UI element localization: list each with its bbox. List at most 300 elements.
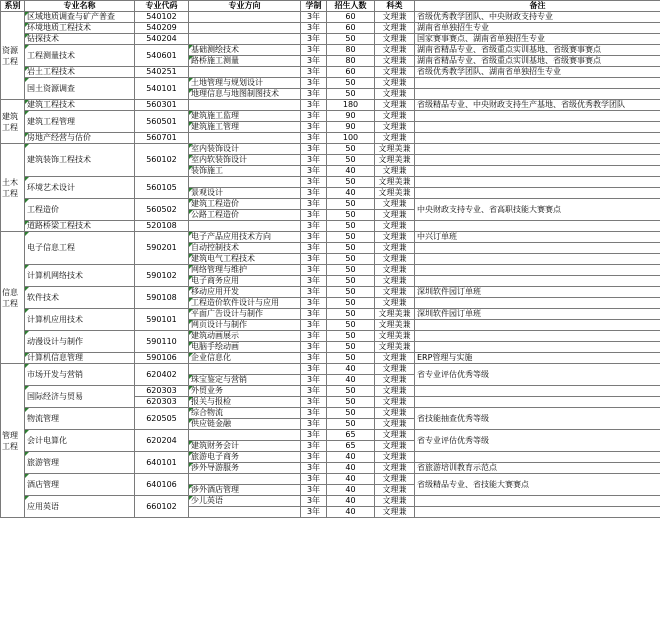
cell-subject: 文理美兼 [375,177,415,188]
cell-note: 省旅游培训教育示范点 [415,463,660,474]
cell-note [415,122,660,133]
cell-direction: 供应链金融 [189,419,301,430]
cell-major: 工程测量技术 [25,45,135,67]
table-row [1,474,660,485]
cell-major: 房地产经营与估价 [25,133,135,144]
cell-years: 3年 [301,23,327,34]
table-row [1,111,660,122]
cell-code: 620303 [135,386,189,397]
cell-subject: 文理兼 [375,463,415,474]
cell-direction: 建筑工程造价 [189,199,301,210]
table-row [1,177,660,188]
cell-years: 3年 [301,474,327,485]
cell-quota: 50 [327,309,375,320]
cell-years: 3年 [301,287,327,298]
cell-quota: 60 [327,12,375,23]
table-row [1,100,660,111]
cell-years: 3年 [301,364,327,375]
cell-note [415,452,660,463]
header-direction: 专业方向 [189,1,301,12]
cell-direction: 平面广告设计与制作 [189,309,301,320]
cell-quota: 60 [327,67,375,78]
cell-subject: 文理兼 [375,199,415,210]
cell-direction: 电子商务应用 [189,276,301,287]
table-row [1,496,660,507]
cell-note [415,254,660,265]
cell-quota: 50 [327,386,375,397]
cell-years: 3年 [301,12,327,23]
cell-years: 3年 [301,353,327,364]
table-row [1,67,660,78]
cell-note [415,276,660,287]
table-row [1,309,660,320]
cell-quota: 40 [327,364,375,375]
cell-years: 3年 [301,67,327,78]
cell-quota: 90 [327,122,375,133]
table-row [1,386,660,397]
table-row [1,232,660,243]
cell-code: 560102 [135,144,189,177]
cell-direction [189,221,301,232]
cell-years: 3年 [301,419,327,430]
cell-years: 3年 [301,386,327,397]
cell-note [415,221,660,232]
cell-code: 620505 [135,408,189,430]
header-major: 专业名称 [25,1,135,12]
cell-note [415,78,660,89]
cell-subject: 文理兼 [375,364,415,375]
cell-major: 计算机信息管理 [25,353,135,364]
cell-years: 3年 [301,221,327,232]
cell-subject: 文理兼 [375,122,415,133]
cell-years: 3年 [301,320,327,331]
cell-major: 道路桥梁工程技术 [25,221,135,232]
cell-direction [189,23,301,34]
cell-quota: 65 [327,430,375,441]
cell-years: 3年 [301,144,327,155]
cell-major: 计算机网络技术 [25,265,135,287]
cell-dept: 土木工程 [1,144,25,232]
cell-years: 3年 [301,111,327,122]
cell-code: 560105 [135,177,189,199]
header-subject: 科类 [375,1,415,12]
table-row [1,287,660,298]
cell-direction [189,133,301,144]
cell-note [415,177,660,188]
cell-note: 湖南省单独招生专业 [415,23,660,34]
cell-quota: 50 [327,155,375,166]
cell-direction: 综合物流 [189,408,301,419]
cell-years: 3年 [301,375,327,386]
cell-years: 3年 [301,232,327,243]
table-row [1,408,660,419]
cell-direction: 公路工程造价 [189,210,301,221]
cell-note [415,166,660,177]
cell-quota: 40 [327,188,375,199]
cell-quota: 40 [327,452,375,463]
table-row [1,12,660,23]
cell-years: 3年 [301,309,327,320]
cell-subject: 文理兼 [375,100,415,111]
cell-direction [189,67,301,78]
cell-years: 3年 [301,265,327,276]
cell-subject: 文理兼 [375,210,415,221]
cell-quota: 50 [327,342,375,353]
cell-note [415,243,660,254]
cell-direction: 企业信息化 [189,353,301,364]
cell-years: 3年 [301,34,327,45]
cell-subject: 文理兼 [375,232,415,243]
cell-quota: 50 [327,199,375,210]
cell-direction: 建筑动画展示 [189,331,301,342]
cell-subject: 文理兼 [375,254,415,265]
cell-note [415,331,660,342]
cell-code: 540102 [135,12,189,23]
cell-dept: 资源工程 [1,12,25,100]
cell-years: 3年 [301,452,327,463]
header-dept: 系别 [1,1,25,12]
cell-years: 3年 [301,254,327,265]
cell-direction: 珠宝鉴定与营销 [189,375,301,386]
cell-code: 590102 [135,265,189,287]
cell-years: 3年 [301,155,327,166]
cell-note [415,144,660,155]
cell-note: 省级优秀教学团队、湖南省单独招生专业 [415,67,660,78]
cell-code: 590106 [135,353,189,364]
cell-quota: 40 [327,166,375,177]
cell-quota: 50 [327,232,375,243]
cell-quota: 50 [327,221,375,232]
cell-note: 省级优秀教学团队、中央财政支持专业 [415,12,660,23]
cell-major: 建筑工程管理 [25,111,135,133]
cell-subject: 文理兼 [375,78,415,89]
cell-major: 工程造价 [25,199,135,221]
cell-direction: 建筑电气工程技术 [189,254,301,265]
cell-subject: 文理兼 [375,419,415,430]
cell-subject: 文理兼 [375,133,415,144]
table-row [1,331,660,342]
cell-note: 省专业评估优秀等级 [415,364,660,386]
cell-direction: 旅游电子商务 [189,452,301,463]
cell-major: 建筑装饰工程技术 [25,144,135,177]
cell-major: 酒店管理 [25,474,135,496]
cell-direction: 外贸业务 [189,386,301,397]
cell-dept: 建筑工程 [1,100,25,144]
cell-direction: 基础测绘技术 [189,45,301,56]
cell-years: 3年 [301,100,327,111]
cell-direction: 网页设计与制作 [189,320,301,331]
cell-quota: 50 [327,265,375,276]
cell-note: 省级精品专业、中央财政支持生产基地、省级优秀教学团队 [415,100,660,111]
cell-subject: 文理兼 [375,287,415,298]
header-note: 备注 [415,1,660,12]
cell-years: 3年 [301,276,327,287]
cell-quota: 50 [327,287,375,298]
cell-years: 3年 [301,485,327,496]
cell-major: 软件技术 [25,287,135,309]
cell-direction: 工程造价软件设计与应用 [189,298,301,309]
cell-subject: 文理兼 [375,111,415,122]
cell-subject: 文理兼 [375,56,415,67]
cell-quota: 50 [327,298,375,309]
cell-code: 540251 [135,67,189,78]
cell-years: 3年 [301,331,327,342]
header-quota: 招生人数 [327,1,375,12]
cell-years: 3年 [301,133,327,144]
cell-direction [189,177,301,188]
cell-code: 620303 [135,397,189,408]
cell-years: 3年 [301,89,327,100]
cell-direction: 室内装饰设计 [189,144,301,155]
cell-quota: 50 [327,34,375,45]
cell-years: 3年 [301,342,327,353]
cell-years: 3年 [301,298,327,309]
cell-note [415,496,660,507]
cell-code: 520108 [135,221,189,232]
cell-subject: 文理兼 [375,397,415,408]
cell-major: 计算机应用技术 [25,309,135,331]
cell-subject: 文理兼 [375,34,415,45]
header-code: 专业代码 [135,1,189,12]
cell-quota: 40 [327,485,375,496]
cell-direction [189,430,301,441]
table-row [1,221,660,232]
cell-subject: 文理兼 [375,67,415,78]
cell-direction: 涉外导游服务 [189,463,301,474]
cell-note: 湖南省精品专业、省级重点实训基地、省级赛事赛点 [415,45,660,56]
table-row [1,364,660,375]
cell-quota: 80 [327,45,375,56]
cell-major: 环境艺术设计 [25,177,135,199]
cell-quota: 50 [327,320,375,331]
table-row [1,78,660,89]
cell-code: 590201 [135,232,189,265]
cell-code: 540209 [135,23,189,34]
table-row [1,452,660,463]
cell-years: 3年 [301,441,327,452]
cell-years: 3年 [301,56,327,67]
cell-subject: 文理兼 [375,265,415,276]
cell-years: 3年 [301,78,327,89]
table-row [1,45,660,56]
cell-code: 660102 [135,496,189,518]
cell-years: 3年 [301,243,327,254]
cell-major: 旅游管理 [25,452,135,474]
cell-code: 590101 [135,309,189,331]
cell-direction: 建筑施工监理 [189,111,301,122]
cell-subject: 文理兼 [375,386,415,397]
cell-years: 3年 [301,188,327,199]
cell-years: 3年 [301,496,327,507]
cell-direction: 网络管理与维护 [189,265,301,276]
cell-major: 会计电算化 [25,430,135,452]
cell-quota: 50 [327,353,375,364]
cell-quota: 50 [327,210,375,221]
cell-direction: 电脑手绘动画 [189,342,301,353]
cell-note: 省级精品专业、省技能大赛赛点 [415,474,660,496]
cell-note [415,386,660,397]
cell-note [415,133,660,144]
cell-subject: 文理兼 [375,375,415,386]
cell-direction: 电子产品应用技术方向 [189,232,301,243]
table-row [1,144,660,155]
cell-subject: 文理美兼 [375,331,415,342]
cell-direction: 装饰施工 [189,166,301,177]
cell-direction [189,100,301,111]
cell-years: 3年 [301,210,327,221]
cell-subject: 文理兼 [375,507,415,518]
cell-quota: 50 [327,254,375,265]
table-row [1,353,660,364]
cell-note: 省技能抽查优秀等级 [415,408,660,430]
cell-years: 3年 [301,430,327,441]
cell-note [415,89,660,100]
cell-note: 中兴订单班 [415,232,660,243]
cell-code: 560501 [135,111,189,133]
cell-years: 3年 [301,408,327,419]
cell-subject: 文理美兼 [375,155,415,166]
cell-quota: 100 [327,133,375,144]
cell-years: 3年 [301,199,327,210]
cell-note: 深圳软件园订单班 [415,309,660,320]
cell-code: 620402 [135,364,189,386]
cell-direction: 土地管理与规划设计 [189,78,301,89]
cell-subject: 文理兼 [375,485,415,496]
cell-subject: 文理兼 [375,430,415,441]
cell-code: 590110 [135,331,189,353]
cell-code: 540601 [135,45,189,67]
cell-note [415,155,660,166]
table-row [1,430,660,441]
cell-direction: 室内软装饰设计 [189,155,301,166]
cell-direction [189,34,301,45]
cell-quota: 50 [327,144,375,155]
cell-major: 建筑工程技术 [25,100,135,111]
cell-code: 620204 [135,430,189,452]
cell-code: 560301 [135,100,189,111]
table-row [1,133,660,144]
cell-subject: 文理兼 [375,441,415,452]
cell-subject: 文理兼 [375,276,415,287]
cell-note [415,265,660,276]
table-body [1,12,660,518]
cell-direction: 路桥施工测量 [189,56,301,67]
cell-subject: 文理兼 [375,166,415,177]
cell-subject: 文理兼 [375,353,415,364]
cell-major: 电子信息工程 [25,232,135,265]
cell-major: 环境地质工程技术 [25,23,135,34]
cell-note [415,320,660,331]
cell-note: 深圳软件园订单班 [415,287,660,298]
cell-major: 物流管理 [25,408,135,430]
cell-code: 540101 [135,78,189,100]
header-row [1,1,660,12]
cell-subject: 文理美兼 [375,342,415,353]
cell-direction: 建筑施工管理 [189,122,301,133]
cell-direction: 景观设计 [189,188,301,199]
cell-quota: 80 [327,56,375,67]
cell-direction: 报关与报检 [189,397,301,408]
cell-years: 3年 [301,166,327,177]
cell-note [415,188,660,199]
cell-subject: 文理美兼 [375,188,415,199]
cell-years: 3年 [301,397,327,408]
cell-subject: 文理兼 [375,221,415,232]
table-row [1,265,660,276]
cell-years: 3年 [301,507,327,518]
cell-quota: 50 [327,78,375,89]
cell-note [415,298,660,309]
cell-subject: 文理兼 [375,12,415,23]
cell-subject: 文理兼 [375,496,415,507]
cell-quota: 50 [327,276,375,287]
cell-subject: 文理兼 [375,45,415,56]
table-row [1,23,660,34]
cell-direction: 地理信息与地图制图技术 [189,89,301,100]
cell-note: 中央财政支持专业、省高职技能大赛赛点 [415,199,660,221]
cell-subject: 文理美兼 [375,320,415,331]
cell-note [415,342,660,353]
cell-major: 钻探技术 [25,34,135,45]
cell-major: 市场开发与营销 [25,364,135,386]
cell-subject: 文理美兼 [375,309,415,320]
cell-direction [189,507,301,518]
cell-code: 640106 [135,474,189,496]
cell-subject: 文理兼 [375,408,415,419]
cell-quota: 40 [327,507,375,518]
cell-note [415,507,660,518]
cell-years: 3年 [301,122,327,133]
cell-quota: 50 [327,177,375,188]
cell-major: 国际经济与贸易 [25,386,135,408]
cell-note [415,397,660,408]
cell-note: 省专业评估优秀等级 [415,430,660,452]
cell-subject: 文理兼 [375,89,415,100]
cell-major: 动漫设计与制作 [25,331,135,353]
cell-quota: 60 [327,23,375,34]
cell-major: 区域地质调查与矿产普查 [25,12,135,23]
cell-dept: 管理工程 [1,364,25,518]
cell-quota: 50 [327,331,375,342]
cell-major: 应用英语 [25,496,135,518]
cell-code: 640101 [135,452,189,474]
header-years: 学制 [301,1,327,12]
cell-direction: 建筑财务会计 [189,441,301,452]
cell-code: 560502 [135,199,189,221]
cell-direction: 涉外酒店管理 [189,485,301,496]
cell-quota: 50 [327,243,375,254]
cell-code: 540204 [135,34,189,45]
cell-major: 国土资源调查 [25,78,135,100]
table-row [1,34,660,45]
cell-years: 3年 [301,177,327,188]
cell-quota: 50 [327,419,375,430]
cell-subject: 文理兼 [375,243,415,254]
cell-note: 国家赛事赛点、湖南省单独招生专业 [415,34,660,45]
cell-subject: 文理美兼 [375,144,415,155]
cell-code: 590108 [135,287,189,309]
cell-note [415,111,660,122]
cell-years: 3年 [301,463,327,474]
cell-quota: 40 [327,496,375,507]
cell-direction: 自动控制技术 [189,243,301,254]
cell-subject: 文理兼 [375,474,415,485]
cell-direction [189,12,301,23]
cell-quota: 65 [327,441,375,452]
cell-quota: 40 [327,463,375,474]
cell-direction: 移动应用开发 [189,287,301,298]
cell-note: 湖南省精品专业、省级重点实训基地、省级赛事赛点 [415,56,660,67]
